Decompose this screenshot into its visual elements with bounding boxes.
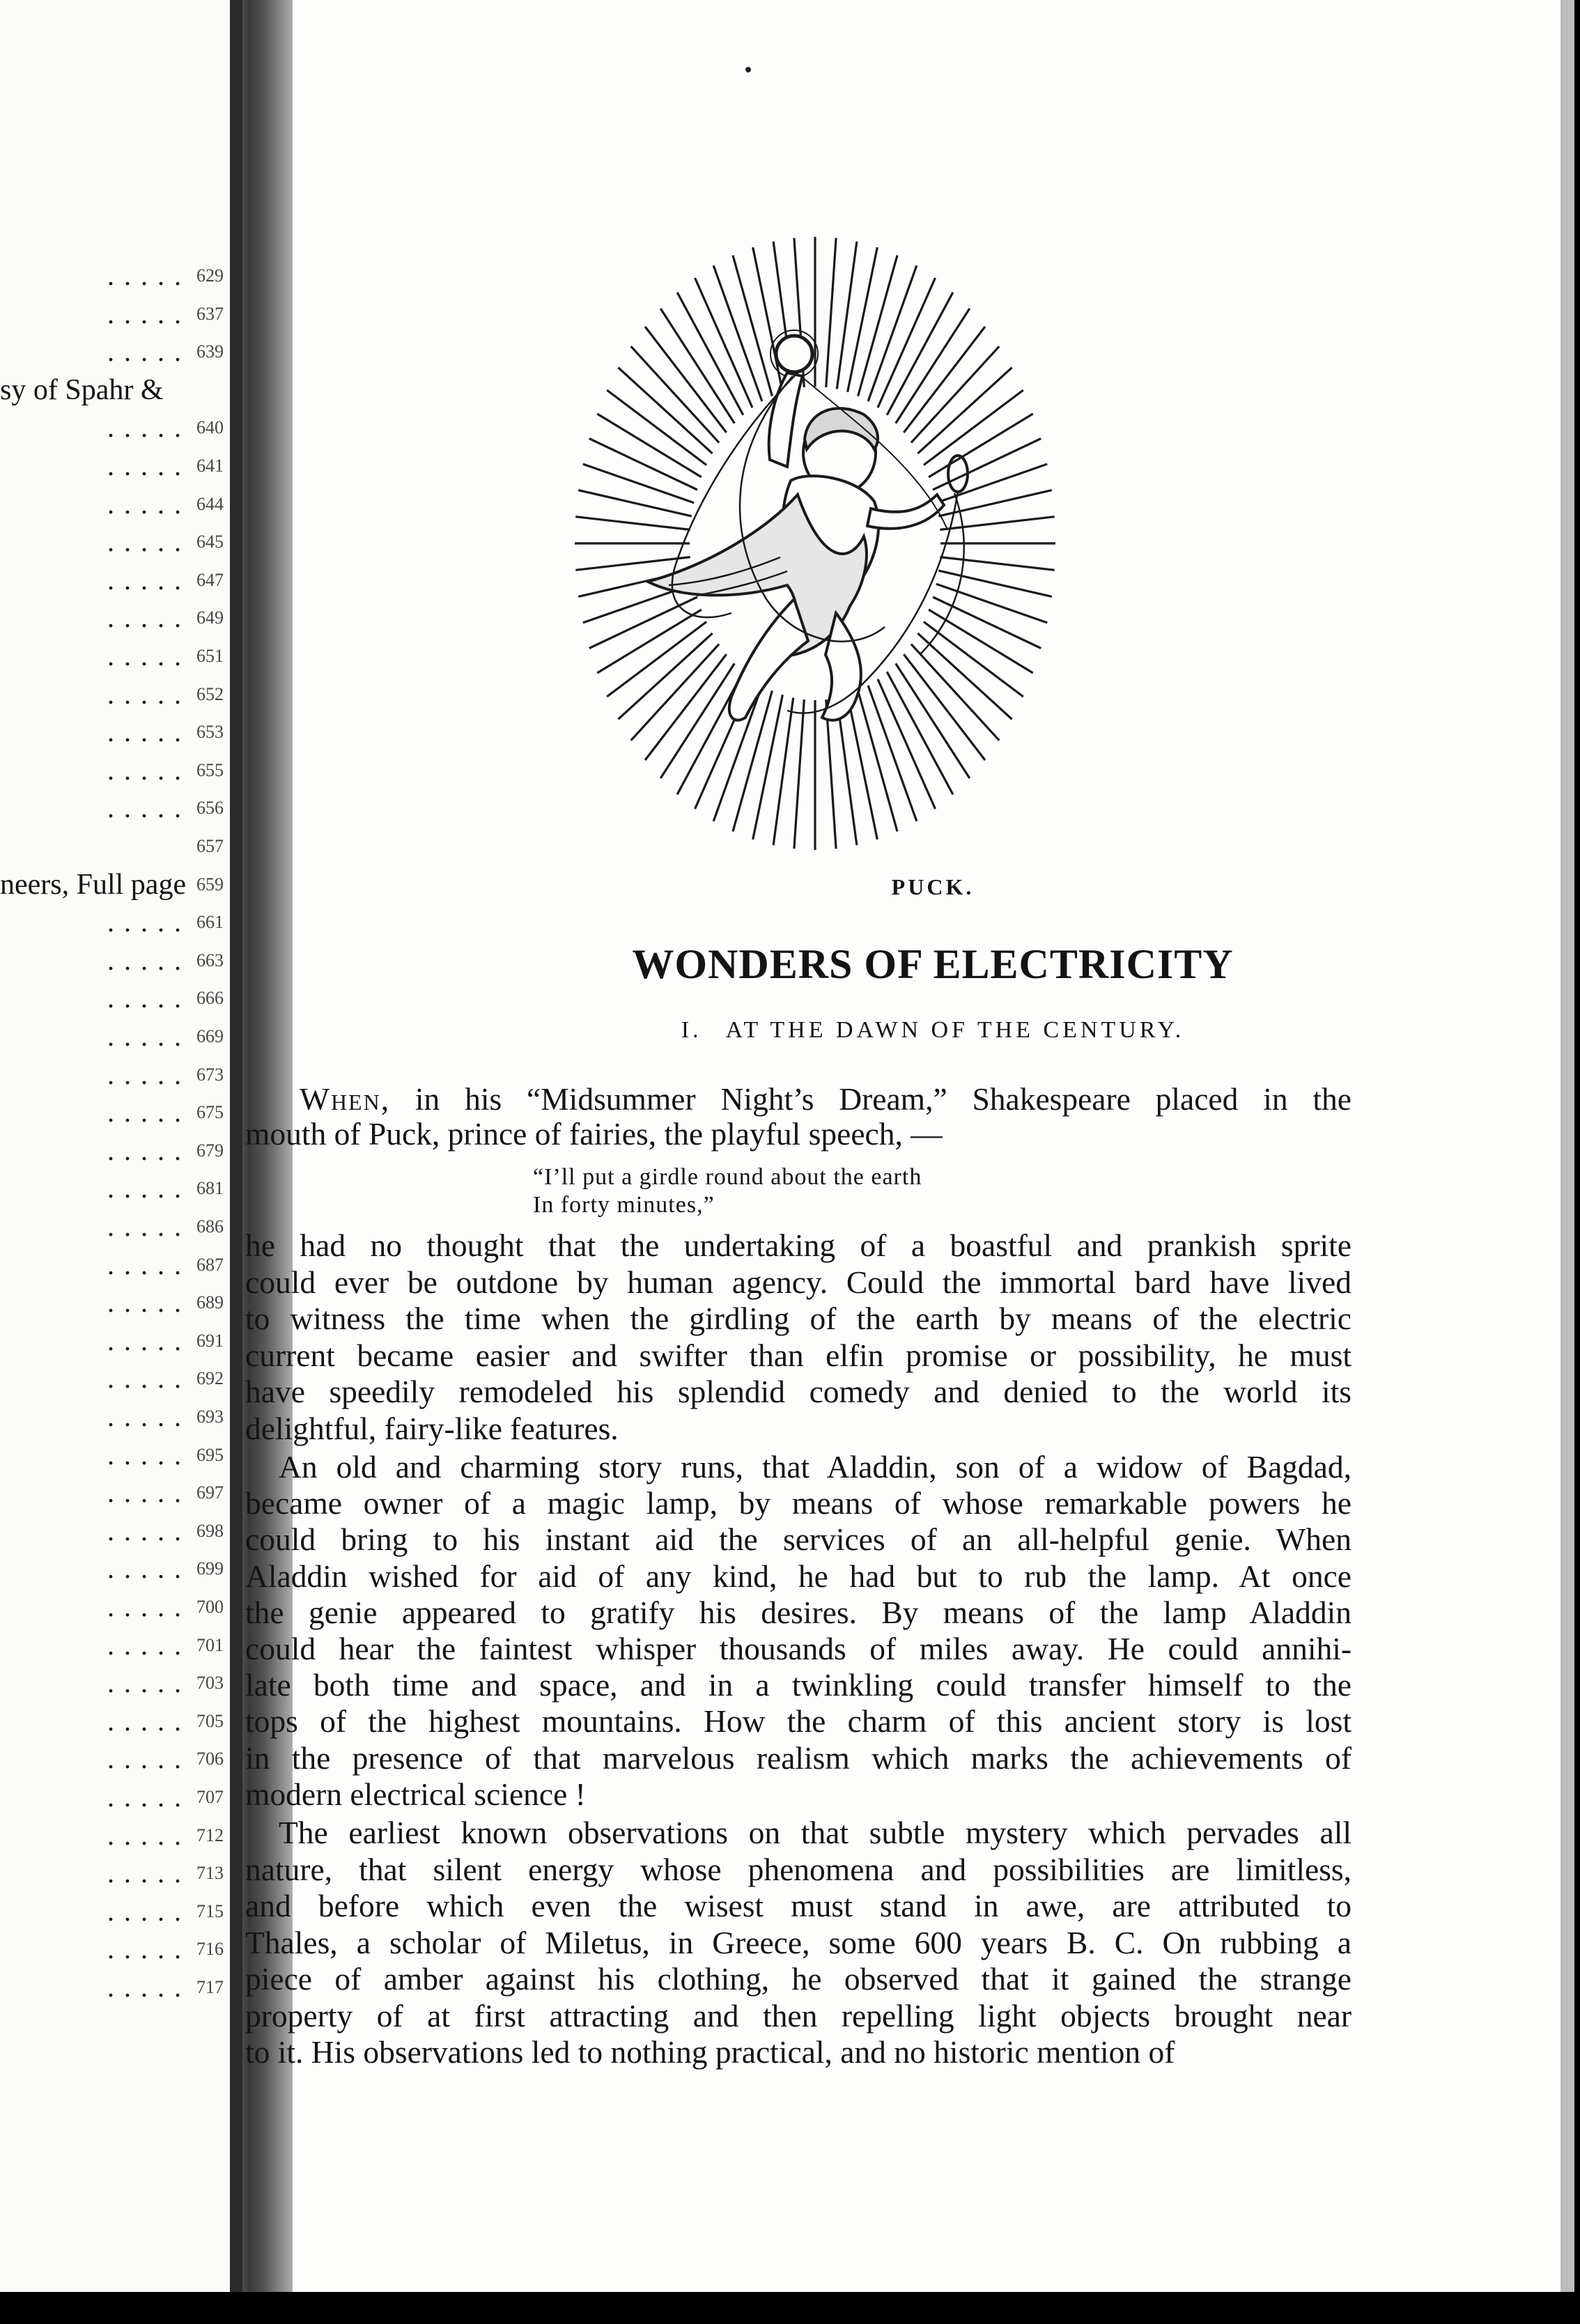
paragraph-line: delightful, fairy-like features.: [245, 1410, 619, 1446]
leader-dots: . . . . .: [107, 1517, 183, 1545]
ray-line: [940, 517, 1054, 530]
page-number: 713: [196, 1863, 224, 1884]
contents-row: [0, 566, 237, 594]
leader-dots: . . . . .: [107, 1669, 183, 1698]
ray-line: [938, 571, 1052, 596]
paragraph-line: [300, 1081, 1351, 1117]
ray-line: [660, 309, 734, 424]
contents-entry-fragment: neers, Full page: [0, 868, 187, 901]
leader-dots: . . . . .: [107, 452, 183, 480]
page-number: 687: [196, 1254, 224, 1275]
leader-dots: . . . . .: [107, 1821, 183, 1850]
contents-row: [0, 984, 237, 1012]
ray-line: [911, 644, 999, 741]
page-number: 705: [196, 1710, 224, 1731]
page-number: 673: [196, 1064, 224, 1085]
page-number: 691: [196, 1330, 224, 1351]
contents-row: [0, 1479, 237, 1507]
contents-row: [0, 1593, 237, 1621]
puck-illustration: [557, 237, 1073, 864]
contents-row: [0, 908, 237, 936]
contents-row: [0, 300, 237, 328]
leader-dots: . . . . .: [107, 642, 183, 670]
page-number: 663: [196, 950, 224, 970]
contents-row: [0, 338, 237, 366]
leader-dots: . . . . .: [107, 794, 183, 823]
contents-row: [0, 1213, 237, 1241]
leader-dots: . . . . .: [107, 1707, 183, 1735]
page-number: 653: [196, 722, 224, 743]
contents-row: [0, 1632, 237, 1659]
paragraph-line: to witness the time when the girdling of the earth by means of the electric: [245, 1301, 1351, 1336]
leader-dots: . . . . .: [107, 1289, 183, 1317]
page-number: 686: [196, 1216, 224, 1237]
paragraph-line: could hear the faintest whisper thousands of miles away. He could annihi-: [245, 1631, 1351, 1666]
leader-dots: . . . . .: [107, 566, 183, 594]
leader-dots: . . . . .: [107, 1859, 183, 1888]
ray-line: [583, 464, 694, 503]
contents-row: [0, 1974, 237, 2001]
ray-line: [896, 309, 970, 424]
contents-row: [0, 947, 237, 975]
page-number: 695: [196, 1444, 224, 1465]
page-number: 699: [196, 1558, 224, 1579]
leader-dots: . . . . .: [107, 1213, 183, 1241]
leader-dots: . . . . .: [107, 1974, 183, 2001]
contents-row: [0, 1023, 237, 1051]
leader-dots: . . . . .: [107, 756, 183, 784]
page-number: 716: [196, 1939, 224, 1960]
paragraph-line: Aladdin wished for aid of any kind, he had but to rub the lamp. At once: [245, 1558, 1351, 1594]
line-text: in his “Midsummer Night’s Dream,” Shakespeare placed in the: [390, 1081, 1351, 1117]
leader-dots: . . . . .: [107, 1099, 183, 1127]
leader-dots: . . . . .: [107, 1479, 183, 1508]
section-heading: [293, 1017, 1573, 1044]
paragraph-line: piece of amber against his clothing, he observed that it gained the strange: [245, 1961, 1351, 1997]
paragraph-line: property of at first attracting and then repelling light objects brought near: [245, 1997, 1351, 2034]
page-number: 706: [196, 1749, 224, 1769]
leader-dots: . . . . .: [107, 1897, 183, 1926]
contents-row: [0, 1403, 237, 1431]
leader-dots: . . . . .: [107, 1631, 183, 1659]
puck-figure: [648, 330, 968, 720]
page-number: 707: [196, 1787, 224, 1807]
paragraph-line: current became easier and swifter than elfin promise or possibility, he must: [245, 1337, 1351, 1373]
ray-line: [645, 654, 727, 760]
ray-line: [904, 654, 985, 760]
leader-dots: . . . . .: [107, 604, 183, 633]
paragraph-line: he had no thought that the undertaking of a boastful and prankish sprite: [245, 1227, 1351, 1263]
section-title: AT THE DAWN OF THE CENTURY.: [725, 1017, 1185, 1043]
contents-row: [0, 262, 237, 290]
contents-row: [0, 1061, 237, 1089]
leader-dots: . . . . .: [107, 718, 183, 747]
leader-dots: . . . . .: [107, 528, 183, 557]
figure-caption: PUCK.: [891, 874, 975, 899]
page-number: 675: [196, 1102, 224, 1123]
contents-row: [0, 1099, 237, 1126]
ray-line: [575, 517, 690, 530]
page-number: 661: [196, 912, 224, 933]
leader-dots: . . . . .: [107, 1935, 183, 1964]
ray-line: [826, 699, 836, 849]
contents-row: [0, 1859, 237, 1887]
contents-row: [0, 1935, 237, 1963]
paragraph-line: could ever be outdone by human agency. Could the immortal bard have lived: [245, 1264, 1351, 1300]
paragraph-line: mouth of Puck, prince of fairies, the playful speech, —: [245, 1116, 943, 1152]
leader-dots: . . . . .: [107, 490, 183, 518]
contents-row: [0, 1822, 237, 1850]
leader-dots: . . . . .: [107, 1023, 183, 1051]
page-number: 666: [196, 988, 224, 1009]
page-number: 629: [196, 265, 224, 286]
page-number: 641: [196, 456, 224, 476]
paragraph-line: An old and charming story runs, that Aladdin, son of a widow of Bagdad,: [279, 1449, 1351, 1485]
page-number: 647: [196, 569, 224, 590]
contents-row: [0, 642, 237, 670]
quote-line: “I’ll put a girdle round about the earth: [533, 1164, 922, 1190]
contents-row: [0, 1137, 237, 1165]
contents-row: [0, 1251, 237, 1279]
leader-dots: . . . . .: [107, 680, 183, 708]
page-number: 698: [196, 1520, 224, 1541]
page-number: 697: [196, 1482, 224, 1503]
ray-line: [631, 346, 719, 442]
paragraph-line: tops of the highest mountains. How the charm of this ancient story is lost: [245, 1703, 1351, 1740]
paragraph-line: have speedily remodeled his splendid comedy and denied to the world its: [245, 1374, 1351, 1409]
page-number: 700: [196, 1597, 224, 1617]
ray-line: [575, 557, 690, 571]
dropword: When,: [300, 1081, 391, 1117]
contents-row: [0, 832, 237, 860]
contents-row: [0, 1783, 237, 1811]
leader-dots: . . . . .: [107, 1783, 183, 1811]
contents-row: [0, 1707, 237, 1735]
page-number: 715: [196, 1900, 224, 1921]
gutter-shadow: [230, 0, 242, 2292]
leader-dots: . . . . .: [107, 262, 183, 290]
ray-line: [794, 699, 804, 849]
page-number: 644: [196, 493, 224, 514]
contents-row: [0, 868, 237, 901]
leader-dots: . . . . .: [107, 300, 183, 328]
page-number: 693: [196, 1407, 224, 1427]
ray-line: [911, 346, 999, 442]
contents-row: [0, 1745, 237, 1773]
page-number: 657: [196, 836, 224, 856]
page-number: 652: [196, 683, 224, 704]
leader-dots: . . . . .: [107, 1745, 183, 1774]
leader-dots: . . . . .: [107, 908, 183, 937]
ray-line: [645, 327, 727, 433]
page-number: 651: [196, 646, 224, 666]
ray-line: [578, 490, 692, 516]
leader-dots: . . . . .: [107, 1441, 183, 1469]
paragraph-line: and before which even the wisest must stand in awe, are attributed to: [245, 1888, 1351, 1923]
contents-row: [0, 794, 237, 822]
ray-line: [631, 644, 719, 741]
contents-row: [0, 718, 237, 746]
ray-line: [904, 327, 985, 433]
leader-dots: . . . . .: [107, 414, 183, 442]
leader-dots: . . . . .: [107, 1365, 183, 1393]
page-number: 639: [196, 341, 224, 362]
left-facing-page: [0, 0, 237, 2292]
leader-dots: . . . . .: [107, 1555, 183, 1583]
page-number: 712: [196, 1825, 224, 1845]
leader-dots: . . . . .: [107, 1326, 183, 1355]
contents-row: [0, 681, 237, 708]
contents-row: [0, 490, 237, 518]
leader-dots: . . . . .: [107, 984, 183, 1013]
contents-row: [0, 757, 237, 784]
contents-row: [0, 1898, 237, 1926]
paragraph-line: could bring to his instant aid the services of an all-helpful genie. When: [245, 1521, 1351, 1558]
leader-dots: . . . . .: [107, 1593, 183, 1621]
section-number: I.: [681, 1017, 702, 1043]
paragraph-line: in the presence of that marvelous realism which marks the achievements of: [245, 1740, 1351, 1776]
paragraph-line: became owner of a magic lamp, by means of whose remarkable powers he: [245, 1485, 1351, 1521]
page-number: 637: [196, 303, 224, 324]
page-number: 669: [196, 1026, 224, 1046]
leader-dots: . . . . .: [107, 946, 183, 975]
paragraph-line: The earliest known observations on that subtle mystery which pervades all: [279, 1815, 1351, 1850]
page-number: 689: [196, 1292, 224, 1313]
paragraph-line: modern electrical science !: [245, 1776, 586, 1812]
contents-row: [0, 528, 237, 556]
page-number: 656: [196, 798, 224, 819]
quote-line: In forty minutes,”: [533, 1192, 715, 1218]
leader-dots: . . . . .: [107, 1403, 183, 1431]
page-number: 679: [196, 1140, 224, 1161]
contents-row: [0, 414, 237, 442]
contents-row: [0, 1327, 237, 1355]
page-number: 640: [196, 417, 224, 438]
page-number: 717: [196, 1977, 224, 1997]
contents-row: [0, 452, 237, 480]
scan-border: [0, 2292, 1580, 2324]
contents-row: [0, 1669, 237, 1697]
paragraph-line: Thales, a scholar of Miletus, in Greece, some 600 years B. C. On rubbing a: [245, 1924, 1351, 1960]
page-edge: [1560, 0, 1574, 2292]
contents-row: [0, 1175, 237, 1202]
ray-line: [660, 663, 734, 778]
contents-row: [0, 1517, 237, 1545]
leader-dots: . . . . .: [107, 1060, 183, 1089]
page-number: 701: [196, 1634, 224, 1655]
contents-entry-fragment: sy of Spahr &: [0, 373, 164, 406]
leader-dots: . . . . .: [107, 1175, 183, 1203]
ray-line: [826, 238, 836, 387]
leader-dots: . . . . .: [107, 1136, 183, 1165]
page-number: 649: [196, 607, 224, 628]
paragraph-line: the genie appeared to gratify his desires. By means of the lamp Aladdin: [245, 1594, 1351, 1630]
page-number: 692: [196, 1368, 224, 1389]
page-number: 703: [196, 1673, 224, 1694]
ray-line: [936, 464, 1047, 503]
leader-dots: . . . . .: [107, 1250, 183, 1279]
contents-row: [0, 1555, 237, 1583]
page-number: 659: [196, 874, 224, 894]
paragraph-line: late both time and space, and in a twinkling could transfer himself to the: [245, 1667, 1351, 1703]
leader-dots: . . . . .: [107, 338, 183, 366]
contents-row: [0, 373, 237, 406]
print-speck: [745, 67, 751, 72]
ray-line: [940, 557, 1054, 571]
contents-row: [0, 604, 237, 632]
page-number: 655: [196, 759, 224, 780]
chapter-title: WONDERS OF ELECTRICITY: [632, 941, 1234, 987]
paragraph-line: nature, that silent energy whose phenomena and possibilities are limitless,: [245, 1851, 1351, 1887]
ray-line: [896, 663, 970, 778]
page-number: 645: [196, 532, 224, 552]
contents-row: [0, 1365, 237, 1393]
page-number: 681: [196, 1178, 224, 1199]
paragraph-line: to it. His observations led to nothing practical, and no historic mention of: [245, 2034, 1175, 2070]
contents-row: [0, 1441, 237, 1469]
contents-row: [0, 1289, 237, 1317]
